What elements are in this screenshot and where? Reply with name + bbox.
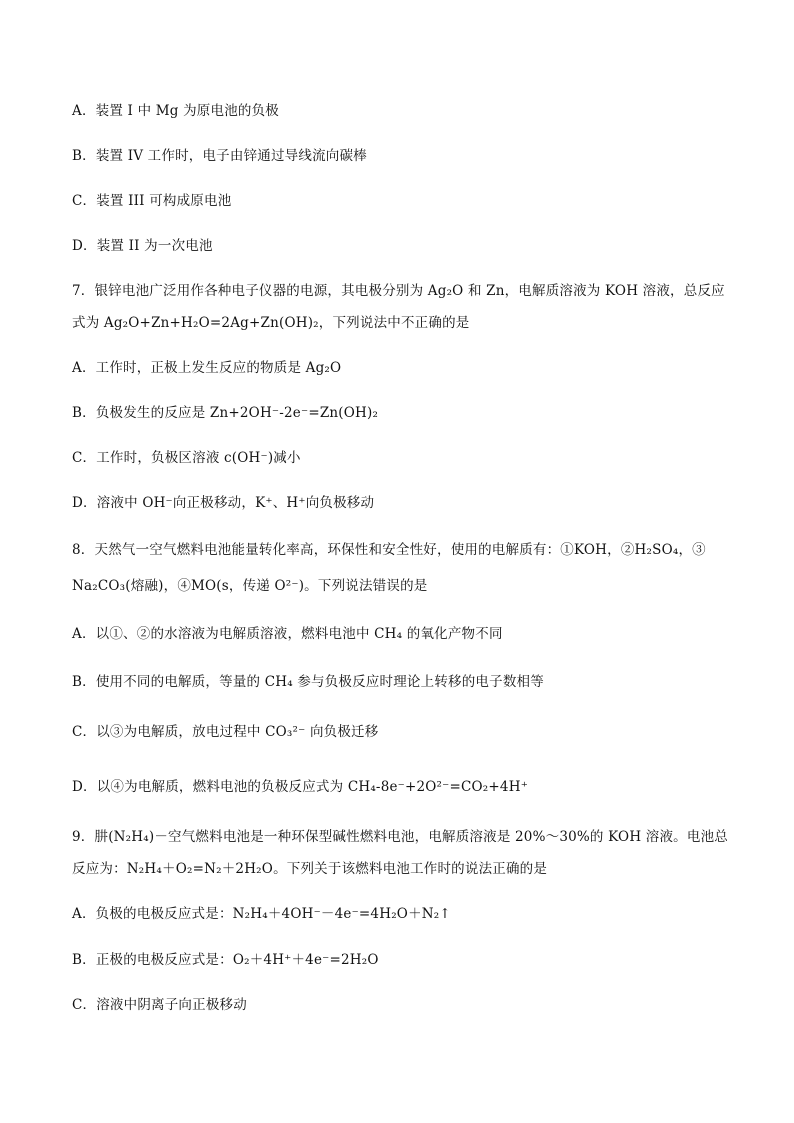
q8-stem-line2: Na₂CO₃(熔融)，④MO(s，传递 O²⁻)。下列说法错误的是 [72, 578, 428, 594]
q6-option-c: C．装置 III 可构成原电池 [72, 193, 232, 209]
q9-option-c: C．溶液中阴离子向正极移动 [72, 997, 247, 1013]
q7-option-d: D．溶液中 OH⁻向正极移动，K⁺、H⁺向负极移动 [72, 495, 375, 511]
q9-stem-line1: 9．肼(N₂H₄)－空气燃料电池是一种环保型碱性燃料电池，电解质溶液是 20%～30%的 KOH 溶液。电池总 [72, 829, 728, 845]
q8-option-c: C．以③为电解质，放电过程中 CO₃²⁻ 向负极迁移 [72, 724, 379, 740]
q6-option-a: A．装置 I 中 Mg 为原电池的负极 [72, 103, 280, 119]
q9-stem-line2: 反应为：N₂H₄＋O₂=N₂＋2H₂O。下列关于该燃料电池工作时的说法正确的是 [72, 861, 548, 877]
q9-option-a: A．负极的电极反应式是：N₂H₄＋4OH⁻－4e⁻=4H₂O＋N₂↑ [72, 906, 451, 922]
q7-option-b: B．负极发生的反应是 Zn+2OH⁻-2e⁻=Zn(OH)₂ [72, 405, 379, 421]
q7-option-a: A．工作时，正极上发生反应的物质是 Ag₂O [72, 360, 342, 376]
q9-option-b: B．正极的电极反应式是：O₂＋4H⁺＋4e⁻=2H₂O [72, 952, 379, 968]
q8-option-d: D．以④为电解质，燃料电池的负极反应式为 CH₄-8e⁻+2O²⁻=CO₂+4H⁺ [72, 779, 529, 795]
q6-option-b: B．装置 IV 工作时，电子由锌通过导线流向碳棒 [72, 148, 367, 164]
q6-option-d: D．装置 II 为一次电池 [72, 238, 213, 254]
q8-option-a: A．以①、②的水溶液为电解质溶液，燃料电池中 CH₄ 的氧化产物不同 [72, 626, 503, 642]
q7-stem-line1: 7．银锌电池广泛用作各种电子仪器的电源，其电极分别为 Ag₂O 和 Zn，电解质溶液为 KOH 溶液，总反应 [72, 283, 725, 299]
q7-option-c: C．工作时，负极区溶液 c(OH⁻)减小 [72, 450, 301, 466]
q8-option-b: B．使用不同的电解质，等量的 CH₄ 参与负极反应时理论上转移的电子数相等 [72, 674, 544, 690]
q8-stem-line1: 8．天然气一空气燃料电池能量转化率高，环保性和安全性好，使用的电解质有：①KOH，②H₂SO₄，③ [72, 542, 706, 558]
q7-stem-line2: 式为 Ag₂O+Zn+H₂O=2Ag+Zn(OH)₂，下列说法中不正确的是 [72, 315, 470, 331]
